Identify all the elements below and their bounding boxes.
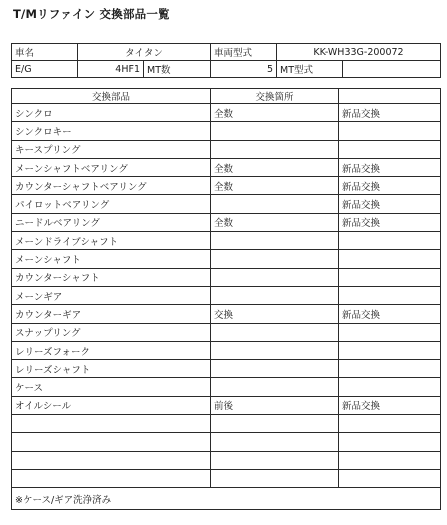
vehicle-name-label: 車名: [12, 44, 78, 61]
table-row: [12, 195, 441, 213]
table-row: [12, 104, 441, 122]
part-cell: メーンシャフト: [12, 250, 211, 268]
location-cell: 全数: [211, 213, 339, 231]
document-title: T/Mリファイン 交換部品一覧: [13, 7, 170, 21]
action-cell: 新品交換: [339, 104, 441, 122]
part-cell: メーンギア: [12, 286, 211, 304]
vehicle-name-value: タイタン: [78, 44, 211, 61]
engine-value: 4HF1: [78, 61, 144, 78]
action-cell: [339, 268, 441, 286]
location-cell: 全数: [211, 158, 339, 176]
mt-model-label: MT型式: [277, 61, 343, 78]
location-cell: 全数: [211, 177, 339, 195]
vehicle-info-table: [11, 43, 441, 78]
location-cell: 前後: [211, 396, 339, 414]
table-row: [12, 415, 441, 433]
part-cell: メーンシャフトベアリング: [12, 158, 211, 176]
part-cell: スナップリング: [12, 323, 211, 341]
table-row: [12, 451, 441, 469]
part-column-header: 交換部品: [12, 89, 211, 104]
location-cell: [211, 469, 339, 487]
part-cell: [12, 469, 211, 487]
part-cell: パイロットベアリング: [12, 195, 211, 213]
vehicle-row: [12, 44, 441, 61]
part-cell: カウンターシャフト: [12, 268, 211, 286]
mt-count-label: MT数: [144, 61, 211, 78]
location-column-header: 交換箇所: [211, 89, 339, 104]
location-cell: 交換: [211, 305, 339, 323]
location-cell: [211, 415, 339, 433]
table-row: [12, 122, 441, 140]
part-cell: レリーズシャフト: [12, 360, 211, 378]
action-cell: 新品交換: [339, 177, 441, 195]
action-cell: 新品交換: [339, 195, 441, 213]
vehicle-model-label: 車両型式: [211, 44, 277, 61]
part-cell: カウンターギア: [12, 305, 211, 323]
action-column-header: [339, 89, 441, 104]
part-cell: [12, 415, 211, 433]
cleaning-note: ※ケース/ギア洗浄済み: [12, 488, 441, 510]
table-row: [12, 158, 441, 176]
action-cell: 新品交換: [339, 213, 441, 231]
action-cell: [339, 250, 441, 268]
action-cell: [339, 286, 441, 304]
table-row: [12, 305, 441, 323]
part-cell: メーンドライブシャフト: [12, 232, 211, 250]
location-cell: [211, 433, 339, 451]
table-row: [12, 396, 441, 414]
location-cell: [211, 268, 339, 286]
location-cell: [211, 451, 339, 469]
table-row: [12, 268, 441, 286]
action-cell: [339, 140, 441, 158]
table-row: [12, 341, 441, 359]
table-row: [12, 360, 441, 378]
action-cell: [339, 378, 441, 396]
table-row: [12, 286, 441, 304]
vehicle-model-value: KK-WH33G-200072: [277, 44, 441, 61]
action-cell: 新品交換: [339, 305, 441, 323]
table-row: [12, 250, 441, 268]
part-cell: キースプリング: [12, 140, 211, 158]
part-cell: カウンターシャフトベアリング: [12, 177, 211, 195]
action-cell: 新品交換: [339, 158, 441, 176]
table-row: [12, 232, 441, 250]
location-cell: [211, 195, 339, 213]
table-header: [12, 89, 441, 104]
location-cell: [211, 378, 339, 396]
table-row: [12, 323, 441, 341]
part-cell: シンクロキー: [12, 122, 211, 140]
part-cell: レリーズフォーク: [12, 341, 211, 359]
action-cell: 新品交換: [339, 396, 441, 414]
part-cell: オイルシール: [12, 396, 211, 414]
table-row: [12, 213, 441, 231]
action-cell: [339, 415, 441, 433]
action-cell: [339, 323, 441, 341]
action-cell: [339, 469, 441, 487]
action-cell: [339, 360, 441, 378]
engine-label: E/G: [12, 61, 78, 78]
note-row: [12, 488, 441, 510]
location-cell: [211, 323, 339, 341]
table-row: [12, 140, 441, 158]
table-row: [12, 433, 441, 451]
location-cell: [211, 341, 339, 359]
table-row: [12, 469, 441, 487]
table-row: [12, 378, 441, 396]
location-cell: [211, 140, 339, 158]
mt-model-value: [343, 61, 441, 78]
action-cell: [339, 122, 441, 140]
engine-row: [12, 61, 441, 78]
action-cell: [339, 341, 441, 359]
location-cell: [211, 360, 339, 378]
location-cell: [211, 286, 339, 304]
table-row: [12, 177, 441, 195]
part-cell: シンクロ: [12, 104, 211, 122]
action-cell: [339, 433, 441, 451]
replacement-parts-table: [11, 88, 441, 510]
location-cell: [211, 232, 339, 250]
part-cell: [12, 433, 211, 451]
action-cell: [339, 232, 441, 250]
location-cell: 全数: [211, 104, 339, 122]
part-cell: [12, 451, 211, 469]
part-cell: ニードルベアリング: [12, 213, 211, 231]
part-cell: ケース: [12, 378, 211, 396]
mt-count-value: 5: [211, 61, 277, 78]
action-cell: [339, 451, 441, 469]
location-cell: [211, 122, 339, 140]
location-cell: [211, 250, 339, 268]
